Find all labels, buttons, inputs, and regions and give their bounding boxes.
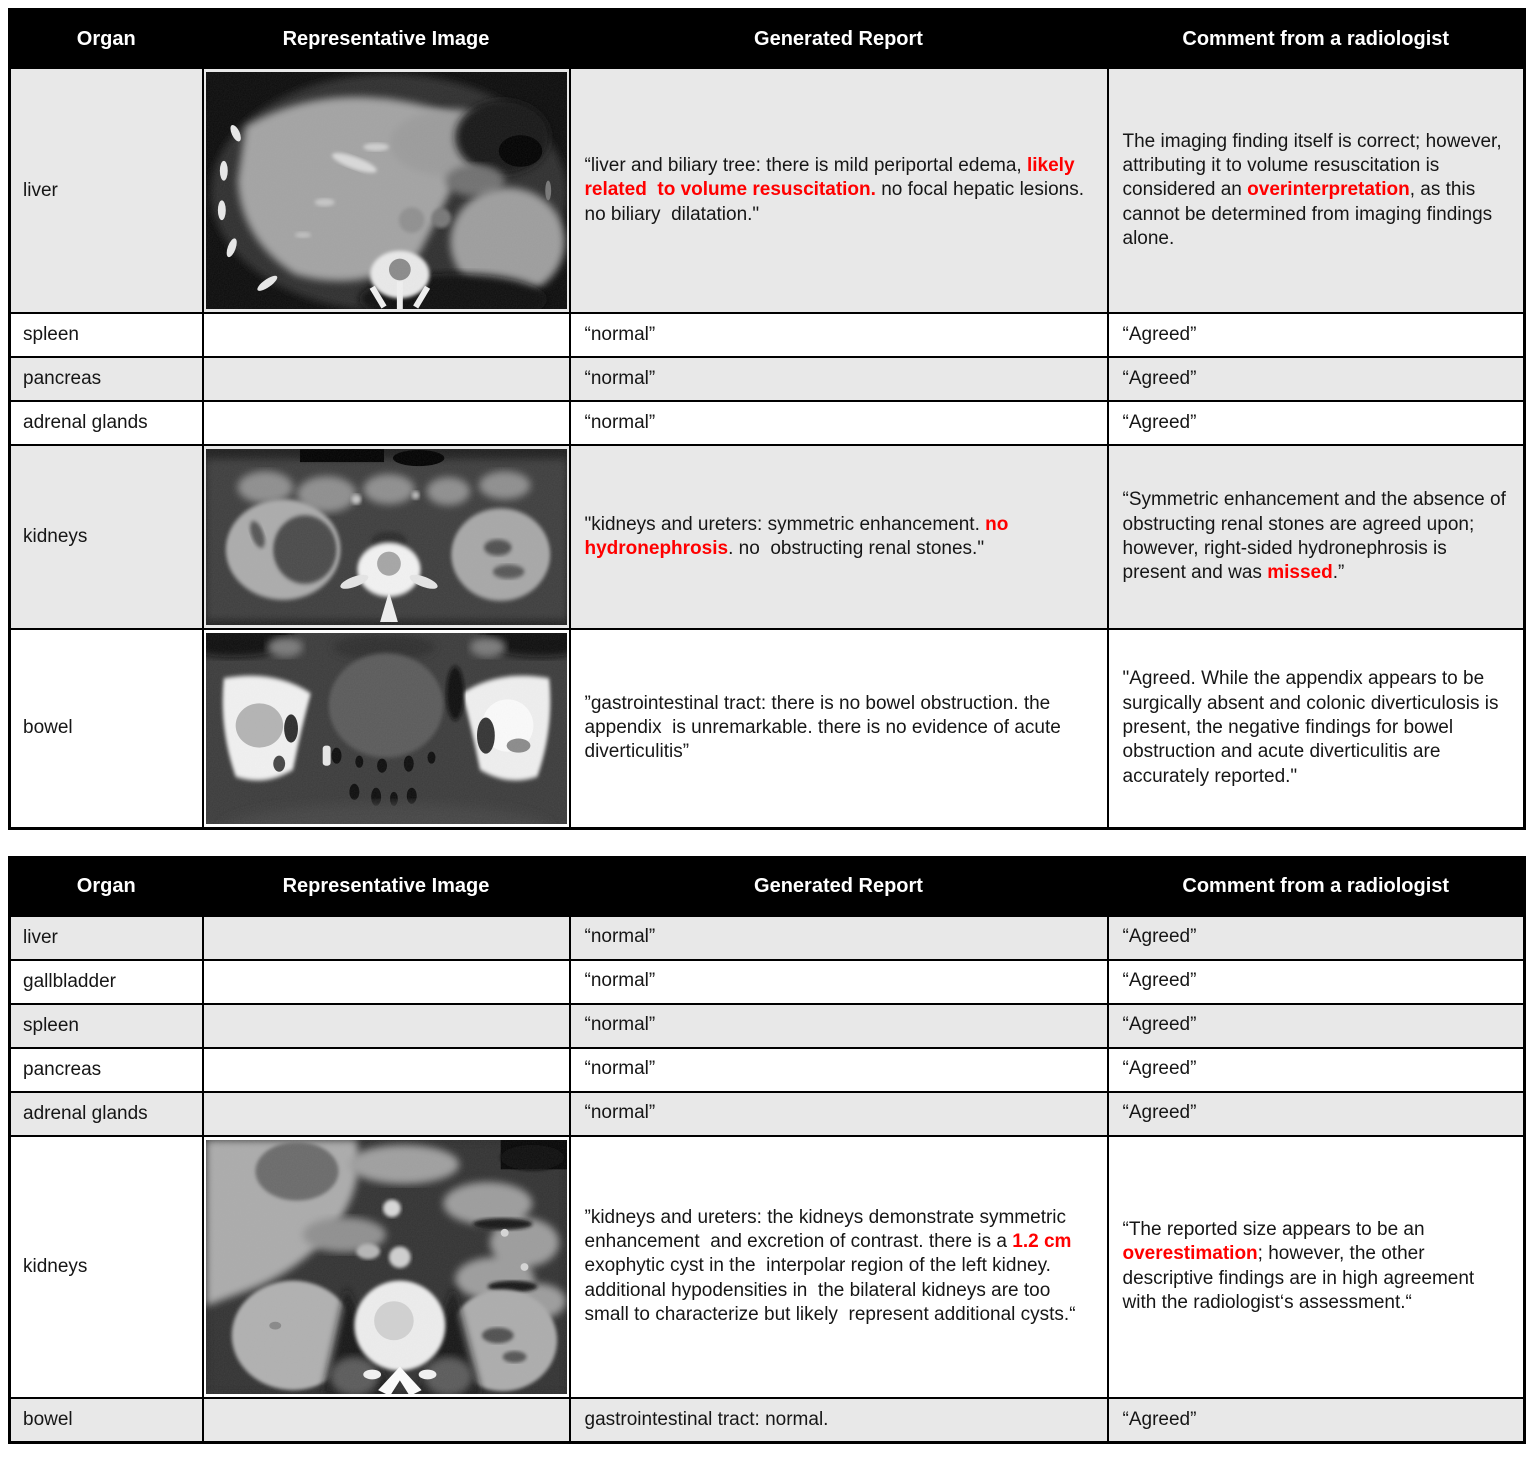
table-row-adrenal-glands xyxy=(10,401,1525,445)
report-cell xyxy=(570,1048,1108,1092)
column-header-generated-report: Generated Report xyxy=(570,10,1108,69)
column-header-organ: Organ xyxy=(10,857,203,916)
table-row-spleen xyxy=(10,313,1525,357)
organ-cell: kidneys xyxy=(10,445,203,629)
comment-cell xyxy=(1108,401,1525,445)
report-text: “normal” xyxy=(584,1058,656,1080)
image-cell xyxy=(203,313,570,357)
organ-cell: kidneys xyxy=(10,1136,203,1398)
comment-cell xyxy=(1108,1004,1525,1048)
comment-text: "Agreed. While the appendix appears to be surgically absent and colonic diverticulosis is present, the negative findings for bowel obstruction and acute diverticulitis are accurately reported." xyxy=(1122,668,1504,787)
comment-text: The imaging finding itself is correct; however, attributing it to volume resuscitation is considered an overinterpretation, as this cannot be determined from imaging findings alone. xyxy=(1122,130,1507,249)
report-cell xyxy=(570,916,1108,960)
report-text: “liver and biliary tree: there is mild periportal edema, likely related to volume resuscitation. no focal hepatic lesions. no biliary dilatation." xyxy=(584,155,1090,225)
report-text: “normal” xyxy=(584,1102,656,1124)
comment-text: “Agreed” xyxy=(1122,1058,1197,1080)
comment-cell xyxy=(1108,1048,1525,1092)
organ-cell: adrenal glands xyxy=(10,401,203,445)
image-cell xyxy=(203,1048,570,1092)
comment-text: “Agreed” xyxy=(1122,411,1197,433)
comment-text: “Agreed” xyxy=(1122,323,1197,345)
table-row-spleen xyxy=(10,1004,1525,1048)
table-row-kidneys xyxy=(10,1136,1525,1398)
comment-text: “Agreed” xyxy=(1122,367,1197,389)
column-header-representative-image: Representative Image xyxy=(203,10,570,69)
comment-cell xyxy=(1108,445,1525,629)
image-cell xyxy=(203,916,570,960)
table-row-pancreas xyxy=(10,1048,1525,1092)
report-comparison-table-1 xyxy=(8,8,1526,830)
pelvis-axial-ct-image xyxy=(206,633,567,824)
image-cell xyxy=(203,445,570,629)
report-cell xyxy=(570,1092,1108,1136)
column-header-representative-image: Representative Image xyxy=(203,857,570,916)
report-cell xyxy=(570,401,1108,445)
report-text: “normal” xyxy=(584,926,656,948)
image-cell xyxy=(203,629,570,828)
comment-cell xyxy=(1108,1398,1525,1443)
organ-cell: spleen xyxy=(10,1004,203,1048)
comment-text: “The reported size appears to be an overestimation; however, the other descriptive findings are in high agreement with the radiologist‘s assessment.“ xyxy=(1122,1218,1480,1313)
comment-text: “Agreed” xyxy=(1122,926,1197,948)
organ-cell: bowel xyxy=(10,629,203,828)
report-cell xyxy=(570,68,1108,313)
comment-text: “Agreed” xyxy=(1122,1408,1197,1430)
report-text: ”kidneys and ureters: the kidneys demonstrate symmetric enhancement and excretion of contrast. there is a 1.2 cm exophytic cyst in the interpolar region of the left kidney. additional hypodensities in the bilateral kidneys are too small to characterize but likely represent additional cysts.“ xyxy=(584,1206,1077,1325)
comment-cell xyxy=(1108,1092,1525,1136)
organ-cell: pancreas xyxy=(10,357,203,401)
comment-cell xyxy=(1108,313,1525,357)
organ-cell: liver xyxy=(10,68,203,313)
image-cell xyxy=(203,401,570,445)
header-row xyxy=(10,10,1525,69)
report-text: “normal” xyxy=(584,411,656,433)
report-comparison-table-2 xyxy=(8,856,1526,1445)
image-cell xyxy=(203,1092,570,1136)
comment-text: “Agreed” xyxy=(1122,1014,1197,1036)
report-text: “normal” xyxy=(584,970,656,992)
column-header-radiologist-comment: Comment from a radiologist xyxy=(1108,10,1525,69)
report-cell xyxy=(570,629,1108,828)
table-row-liver xyxy=(10,68,1525,313)
image-cell xyxy=(203,1398,570,1443)
organ-cell: bowel xyxy=(10,1398,203,1443)
table-row-kidneys xyxy=(10,445,1525,629)
comment-cell xyxy=(1108,68,1525,313)
comment-cell xyxy=(1108,960,1525,1004)
column-header-generated-report: Generated Report xyxy=(570,857,1108,916)
table-row-gallbladder xyxy=(10,960,1525,1004)
report-text: “normal” xyxy=(584,1014,656,1036)
image-cell xyxy=(203,960,570,1004)
image-cell xyxy=(203,68,570,313)
report-text: “normal” xyxy=(584,367,656,389)
table-row-pancreas xyxy=(10,357,1525,401)
comment-cell xyxy=(1108,916,1525,960)
report-cell xyxy=(570,1136,1108,1398)
report-cell xyxy=(570,445,1108,629)
report-cell xyxy=(570,1004,1108,1048)
table-row-bowel xyxy=(10,629,1525,828)
table-row-bowel xyxy=(10,1398,1525,1443)
report-cell xyxy=(570,357,1108,401)
report-cell xyxy=(570,313,1108,357)
column-header-radiologist-comment: Comment from a radiologist xyxy=(1108,857,1525,916)
organ-cell: adrenal glands xyxy=(10,1092,203,1136)
organ-cell: pancreas xyxy=(10,1048,203,1092)
organ-cell: spleen xyxy=(10,313,203,357)
organ-cell: gallbladder xyxy=(10,960,203,1004)
image-cell xyxy=(203,1136,570,1398)
column-header-organ: Organ xyxy=(10,10,203,69)
report-cell xyxy=(570,960,1108,1004)
comment-text: “Agreed” xyxy=(1122,970,1197,992)
report-text: gastrointestinal tract: normal. xyxy=(584,1408,829,1430)
comment-text: “Symmetric enhancement and the absence of obstructing renal stones are agreed upon; however, right-sided hydronephrosis is present and was missed.” xyxy=(1122,489,1512,584)
report-cell xyxy=(570,1398,1108,1443)
report-text: “normal” xyxy=(584,323,656,345)
kidneys-axial-ct-image xyxy=(206,449,567,625)
image-cell xyxy=(203,357,570,401)
liver-axial-ct-image xyxy=(206,72,567,309)
comment-cell xyxy=(1108,629,1525,828)
header-row xyxy=(10,857,1525,916)
report-text: ”gastrointestinal tract: there is no bowel obstruction. the appendix is unremarkable. there is no evidence of acute diverticulitis” xyxy=(584,692,1067,763)
table-row-adrenal-glands xyxy=(10,1092,1525,1136)
comment-cell xyxy=(1108,1136,1525,1398)
table-row-liver xyxy=(10,916,1525,960)
comment-text: “Agreed” xyxy=(1122,1102,1197,1124)
comment-cell xyxy=(1108,357,1525,401)
report-text: "kidneys and ureters: symmetric enhancement. no hydronephrosis. no obstructing renal stones." xyxy=(584,513,1014,559)
kidneys-axial-ct-2-image xyxy=(206,1140,567,1394)
image-cell xyxy=(203,1004,570,1048)
organ-cell: liver xyxy=(10,916,203,960)
